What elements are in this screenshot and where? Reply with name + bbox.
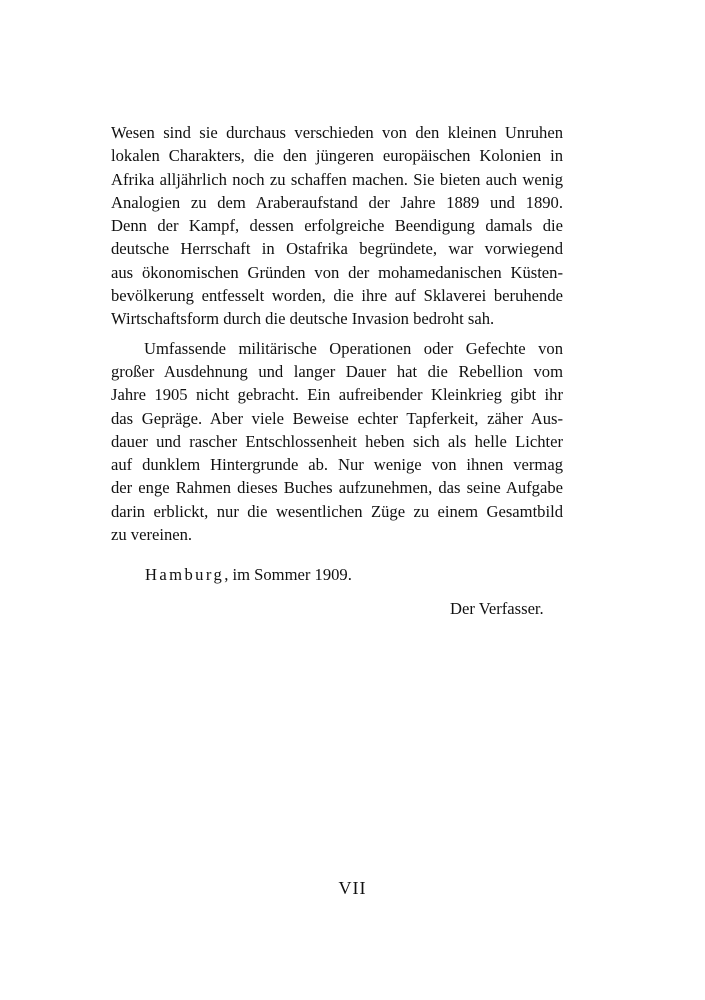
dateline (145, 563, 352, 586)
text-line: darin erblickt, nur die wesentlichen Züge zu einem Gesamtbild (111, 501, 563, 521)
text-line: dauer und rascher Entschlossenheit heben sich als helle Lichter (111, 431, 563, 451)
text-line: auf dunklem Hintergrunde ab. Nur wenige von ihnen vermag (111, 455, 563, 475)
text-line: Wirtschaftsform durch die deutsche Invasion bedroht sah. (111, 309, 495, 329)
dateline-place: Hamburg (145, 565, 225, 584)
text-line: Afrika alljährlich noch zu schaffen machen. Sie bieten auch wenig (111, 169, 563, 189)
paragraph-1 (111, 121, 563, 331)
text-line: aus ökonomischen Gründen von der mohamedanischen Küsten- (111, 262, 563, 282)
text-line: deutsche Herrschaft in Ostafrika begründete, war vorwiegend (111, 239, 563, 259)
text-line: zu vereinen. (111, 525, 193, 545)
text-line: Wesen sind sie durchaus verschieden von den kleinen Unruhen (111, 123, 563, 142)
paragraph-2 (111, 337, 563, 547)
text-line: bevölkerung entfesselt worden, die ihre auf Sklaverei beruhende (111, 286, 563, 306)
text-line: Analogien zu dem Araberaufstand der Jahre 1889 und 1890. (111, 192, 563, 212)
page-number: VII (338, 878, 367, 898)
text-line: das Gepräge. Aber viele Beweise echter Tapferkeit, zäher Aus- (111, 408, 563, 428)
text-line: großer Ausdehnung und langer Dauer hat die Rebellion vom (111, 361, 563, 381)
text-line: lokalen Charakters, die den jüngeren europäischen Kolonien in (111, 146, 563, 166)
text-line: Umfassende militärische Operationen oder Gefechte von (144, 338, 563, 358)
text-line: Jahre 1905 nicht gebracht. Ein aufreibender Kleinkrieg gibt ihr (111, 385, 563, 405)
text-line: der enge Rahmen dieses Buches aufzunehmen, das seine Aufgabe (111, 478, 563, 498)
dateline-date: , im Sommer 1909. (224, 565, 352, 584)
text-line: Denn der Kampf, dessen erfolgreiche Beendigung damals die (111, 216, 563, 236)
author-signature: Der Verfasser. (450, 599, 544, 618)
preface-text (111, 121, 563, 546)
